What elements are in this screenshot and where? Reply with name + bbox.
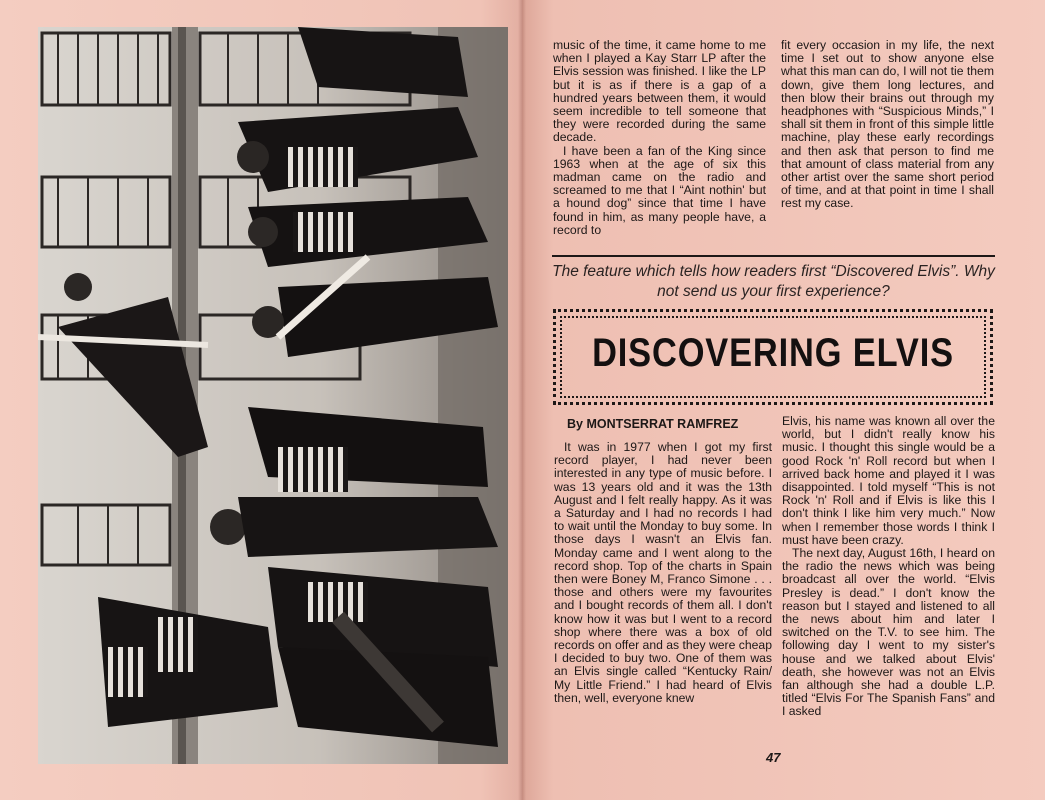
top-column-1: [553, 39, 766, 237]
elvis-jailhouse-rock-photo: [38, 27, 508, 764]
paragraph: The next day, August 16th, I heard on the radio the news which was being broadcast all over the world. “Elvis Presley is dead.” I don't know the reason but I stayed and listened to all the news about him and later I switched on the T.V. to see him. The following day I went to my sister's house and we talked about Elvis' death, she however was not an Elvis fan although she had a double L.P. titled “Elvis For The Spanish Fans” and I asked: [782, 546, 995, 719]
paragraph: music of the time, it came home to me when I played a Kay Starr LP after the Elvis session was finished. I like the LP but it is as if there is a gap of a hundred years between them, it would seem incredible to tell someone that they were recorded during the same decade.: [553, 38, 766, 145]
top-column-2: [781, 39, 994, 211]
paragraph: fit every occasion in my life, the next time I set out to show anyone else what this man can do, I will not tie them down, give them long lectures, and then blow their brains out through my headphones with “Suspicious Minds,” I shall sit them in front of this simple little machine, play these early recordings and then ask that person to find me that amount of class material from any other artist over the same short period of time, and at that point in time I shall rest my case.: [781, 38, 994, 211]
paragraph: It was in 1977 when I got my first record player, I had never been interested in any type of music before. I was 13 years old and it was the 13th August and I felt really happy. As it was a Saturday and I had no records I had to wait until the Monday to buy some. In those days I wasn't an Elvis fan. Monday came and I went along to the record shop. Top of the charts in Spain then were Boney M, Franco Simone . . . those and others were my favourites and I bought records of them all. I don't know how it was but I went to a record shop where there was a box of old records on offer and as they were cheap I decided to buy two. One of them was an Elvis single called “Kentucky Rain/ My Little Friend.” I had heard of Elvis then, well, everyone knew: [554, 440, 772, 705]
byline: By MONTSERRAT RAMFREZ: [567, 417, 739, 431]
headline: DISCOVERING ELVIS: [592, 331, 954, 375]
standfirst: The feature which tells how readers first “Discovered Elvis”. Why not send us your first experience?: [552, 263, 995, 300]
page-gutter: [518, 0, 526, 800]
bottom-column-2: [782, 415, 995, 719]
page-number: 47: [766, 750, 781, 765]
paragraph: Elvis, his name was known all over the world, but I didn't really know his music. I thought this single would be a good Rock 'n' Roll record but when I arrived back home and played it I was disappointed. I told myself “This is not Rock 'n' Roll and if Elvis is like this I don't think I like him very much.” Now when I remember those words I think I must have been crazy.: [782, 414, 995, 547]
paragraph: I have been a fan of the King since 1963 when at the age of six this madman came on the radio and screamed to me that I “Aint nothin' but a hound dog” since that time I have found in him, as many people have, a record to: [553, 143, 766, 237]
elvis-photo: [38, 27, 508, 764]
bottom-column-1: [554, 441, 772, 705]
section-rule: [552, 255, 995, 257]
